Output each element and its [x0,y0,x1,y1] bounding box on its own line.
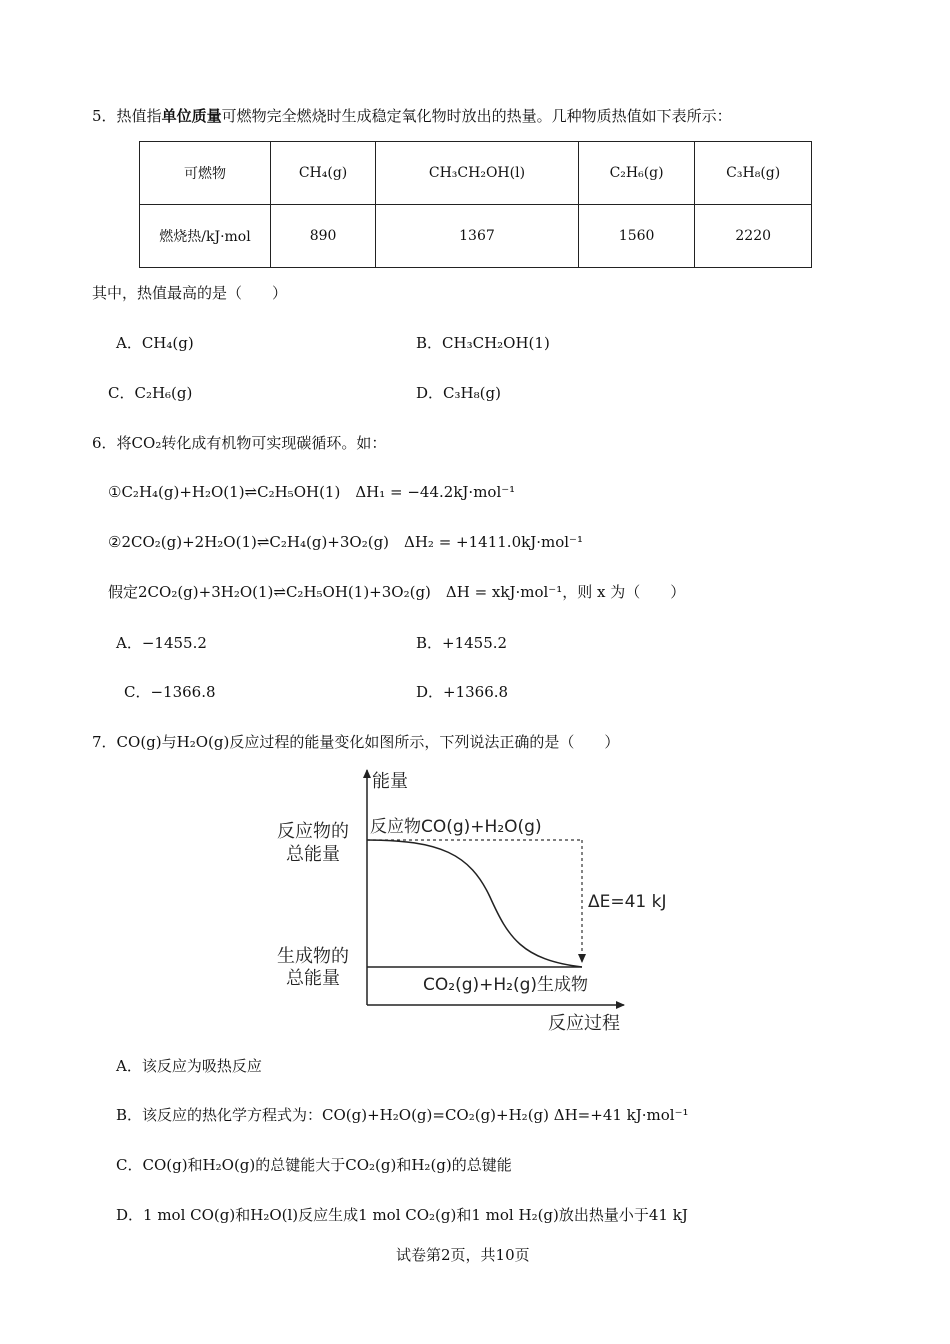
q5-option-d: D．C₃H₈(g) [416,384,501,402]
q5-option-a: A．CH₄(g) [116,334,194,352]
q5-option-c: C．C₂H₆(g) [108,384,193,402]
q5-number: 5． [92,107,117,125]
q7-option-c: C．CO(g)和H₂O(g)的总键能大于CO₂(g)和H₂(g)的总键能 [116,1156,512,1174]
q6-stem-text: 将CO₂转化成有机物可实现碳循环。如： [116,434,387,452]
q7-option-b: B．该反应的热化学方程式为：CO(g)+H₂O(g)=CO₂(g)+H₂(g) ΔH=+41 kJ·mol⁻¹ [116,1106,689,1124]
table-cell: 1560 [578,205,695,268]
delta-e-label: ΔE=41 kJ [588,892,667,912]
y-axis-label: 能量 [372,771,408,792]
table-cell: C₃H₈(g) [695,142,812,205]
q6-number: 6． [92,434,117,452]
q6-equation-3: 假定2CO₂(g)+3H₂O(1)⇌C₂H₅OH(1)+3O₂(g) ΔH = xkJ·mol⁻¹，则 x 为（ ） [108,583,686,601]
product-level-label-2: 总能量 [286,968,340,989]
q7-stem [92,732,619,752]
reaction-curve [367,840,582,967]
q5-question: 其中，热值最高的是（ ） [92,284,288,302]
q6-stem [92,433,386,453]
q7-option-d: D．1 mol CO(g)和H₂O(l)反应生成1 mol CO₂(g)和1 mol H₂(g)放出热量小于41 kJ [116,1206,688,1224]
table-header-row [140,142,812,205]
table-row [140,205,812,268]
table-cell: C₂H₆(g) [578,142,695,205]
table-cell: 燃烧热/kJ·mol [140,205,271,268]
reactant-level-label-1: 反应物的 [277,821,349,842]
q5-stem-bold: 单位质量 [161,107,222,125]
q5-stem-a: 热值指 [116,107,162,125]
q5-option-b: B．CH₃CH₂OH(1) [416,334,550,352]
q6-option-d: D．+1366.8 [416,683,509,701]
product-level-label-1: 生成物的 [277,946,349,967]
table-cell: 2220 [695,205,812,268]
q5-stem [92,106,732,126]
q5-stem-b: 可燃物完全燃烧时生成稳定氧化物时放出的热量。几种物质热值如下表所示： [221,107,732,125]
page-footer: 试卷第2页，共10页 [396,1246,530,1264]
q6-option-b: B．+1455.2 [416,634,508,652]
heat-value-table [139,141,812,268]
product-text: CO₂(g)+H₂(g)生成物 [423,975,589,995]
table-cell: 1367 [376,205,579,268]
table-cell: CH₃CH₂OH(l) [376,142,579,205]
q7-stem-text: CO(g)与H₂O(g)反应过程的能量变化如图所示，下列说法正确的是（ ） [116,733,620,751]
energy-diagram [270,762,667,1034]
q6-equation-1: ①C₂H₄(g)+H₂O(1)⇌C₂H₅OH(1) ΔH₁ = −44.2kJ·mol⁻¹ [108,483,516,501]
q6-option-a: A．−1455.2 [116,634,207,652]
reactant-text: 反应物CO(g)+H₂O(g) [370,817,542,837]
x-axis-label: 反应过程 [548,1013,620,1034]
reactant-level-label-2: 总能量 [286,844,340,865]
table-cell: 890 [271,205,376,268]
q7-option-a: A．该反应为吸热反应 [116,1057,262,1075]
table-cell: 可燃物 [140,142,271,205]
q6-equation-2: ②2CO₂(g)+2H₂O(1)⇌C₂H₄(g)+3O₂(g) ΔH₂ = +1411.0kJ·mol⁻¹ [108,533,583,551]
q6-option-c: C．−1366.8 [124,683,216,701]
q7-number: 7． [92,733,117,751]
table-cell: CH₄(g) [271,142,376,205]
